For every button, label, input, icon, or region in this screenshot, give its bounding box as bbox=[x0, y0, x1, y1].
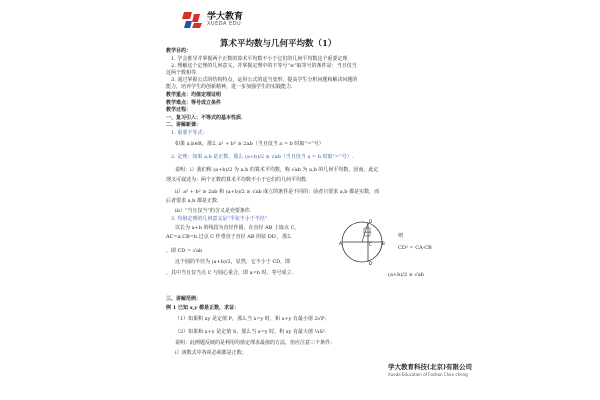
text-line: 能力，培养学生的创新精神，进一步加强学生的实践能力. bbox=[166, 84, 293, 90]
text-line: ，其中当且仅当点 C 与圆心重合，即 a=b 时，等号成立. bbox=[166, 270, 294, 276]
text-line: 例 1 已知 x,y 都是正数，求证： bbox=[166, 305, 240, 311]
label-d: D bbox=[369, 219, 373, 224]
brand-name: 学大教育 bbox=[207, 12, 244, 22]
semicircle-geometry-diagram bbox=[338, 218, 386, 266]
text-line: ，即 CD = √ab bbox=[166, 248, 203, 254]
text-line: ⅲ）“当且仅当”的含义是充要条件. bbox=[175, 208, 252, 214]
text-line: 1. 学会推导并掌握两个正数的算术平均数不小于它们的几何平均数这个重要定理. bbox=[171, 56, 349, 62]
footer-company: 学大教育科技(北京)有限公司 bbox=[388, 363, 472, 371]
text-line: 三、讲解范例： bbox=[166, 296, 202, 302]
text-line: 如果 a,b∈R，那么 a² + b² ≥ 2ab（当且仅当 a = b 时取“=”号） bbox=[175, 141, 324, 147]
label-a: A bbox=[339, 241, 342, 246]
side-formula: CD² = CA·CB bbox=[398, 245, 432, 251]
text-line: ⅱ）a² + b² ≥ 2ab 和 (a+b)/2 ≥ √ab 成立的条件是不同的：前者只要求 a,b 都是实数，而 bbox=[175, 189, 380, 195]
text-line: 这两个数相等. bbox=[166, 70, 198, 76]
document-title: 算术平均数与几何平均数（1） bbox=[220, 39, 337, 49]
footer-company-en: Xueda Education of Foshan Chan cheng bbox=[388, 372, 468, 377]
text-line: 理又可叙述为：两个正数的算术平均数不小于它们的几何平均数. bbox=[166, 177, 308, 183]
text-line: AC=a,CB=b.过点 C 作垂直于直径 AB 的弦 DD′，那么 bbox=[166, 234, 292, 240]
text-line: 教学过程： bbox=[166, 107, 192, 113]
text-line: 二、讲解新课： bbox=[166, 122, 202, 128]
text-line: 教学难点：等号成立条件 bbox=[166, 100, 222, 106]
text-line: 说明：此例题反映的是利用均值定理求最值的方法，但应注意三个条件： bbox=[175, 340, 336, 346]
text-line: 1. 重要不等式： bbox=[171, 130, 208, 136]
text-line: 这个圆的半径为 (a+b)/2，显然，它不小于 CD，即 bbox=[175, 259, 291, 265]
text-line: 2. 理解这个定理的几何意义，并掌握定理中的不等号“≥”取等号的条件是：当且仅当 bbox=[171, 63, 357, 69]
side-fraction-inequality: (a+b)/2 ≥ √ab bbox=[388, 272, 424, 278]
brand-tagline: XUEDA EDU bbox=[207, 21, 242, 27]
text-line: ⅰ）函数式中各项必须都是正数； bbox=[175, 350, 247, 356]
label-ab: a+b bbox=[365, 230, 372, 234]
text-line: 3. 通过掌握公式的结构特点，运用公式的适当变形，提高学生分析问题和解决问题的 bbox=[171, 77, 358, 83]
label-b: B bbox=[382, 241, 385, 246]
text-line: 教学目的： bbox=[166, 48, 192, 54]
text-line: 后者要求 a,b 都是正数. bbox=[166, 198, 219, 204]
text-line: 说明：ⅰ）我们称 (a+b)/2 为 a,b 的算术平均数，称 √ab 为 a,b 的几何平均数，因而，此定 bbox=[175, 167, 379, 173]
text-line: 教学重点：均值定理证明 bbox=[166, 92, 222, 98]
text-line: 一、复习引入：不等式的基本性质. bbox=[166, 115, 243, 121]
label-c: C bbox=[369, 242, 372, 247]
label-d-prime: D′ bbox=[369, 261, 373, 266]
text-line: （1）如果积 xy 是定值 P，那么当 x=y 时，和 x+y 有最小值 2√P； bbox=[175, 316, 330, 322]
text-line: 以长为 a+b 的线段为直径作圆，在直径 AB 上取点 C， bbox=[175, 225, 300, 231]
side-prefix: 则 bbox=[398, 233, 404, 239]
text-line: 2. 定理：如果 a,b 是正数，那么 (a+b)/2 ≥ √ab（当且仅当 a = b 时取“=”号）. bbox=[171, 154, 354, 160]
text-line: （2）如果和 x+y 是定值 S，那么当 x=y 时，积 xy 有最大值 ¼S². bbox=[175, 329, 327, 335]
text-line: 3. 均值定理的几何意义是“半弦不小于半径” bbox=[171, 216, 268, 222]
